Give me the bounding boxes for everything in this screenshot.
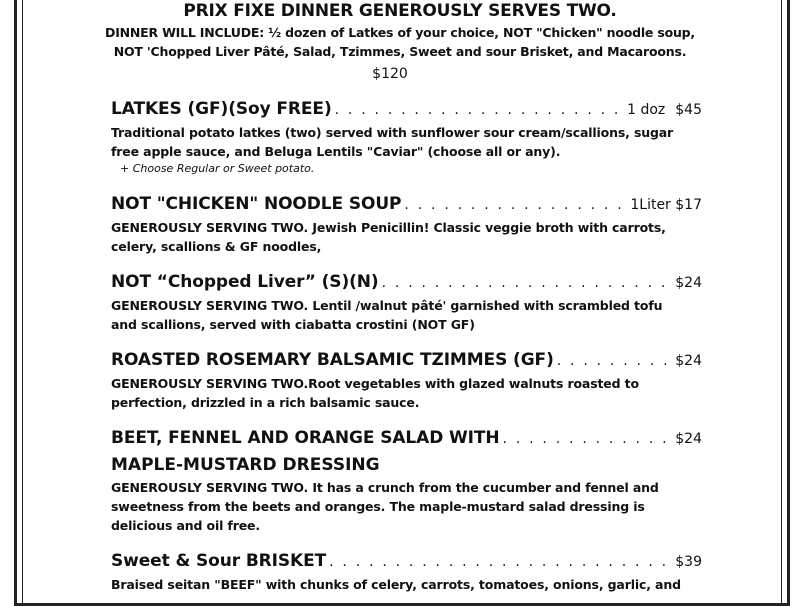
item-description-line: GENEROUSLY SERVING TWO.Root vegetables with glazed walnuts roasted to xyxy=(111,376,639,391)
item-description-line: perfection, drizzled in a rich balsamic sauce. xyxy=(111,395,420,410)
item-name: NOT "CHICKEN" NOODLE SOUP xyxy=(111,194,402,214)
prix-fixe-title: PRIX FIXE DINNER GENEROUSLY SERVES TWO. xyxy=(183,1,617,21)
item-name: ROASTED ROSEMARY BALSAMIC TZIMMES (GF) xyxy=(111,350,554,370)
item-price: $39 xyxy=(675,554,702,570)
item-description-line: GENEROUSLY SERVING TWO. It has a crunch from the cucumber and fennel and xyxy=(111,480,659,495)
dot-leader xyxy=(382,275,673,291)
dot-leader xyxy=(329,554,672,570)
menu-item-latkes xyxy=(111,99,702,177)
item-price: $24 xyxy=(675,275,702,291)
item-price: $24 xyxy=(675,431,702,447)
item-name: Sweet & Sour BRISKET xyxy=(111,551,327,571)
item-name: BEET, FENNEL AND ORANGE SALAD WITH xyxy=(111,428,500,448)
item-name: LATKES (GF)(Soy FREE) xyxy=(111,99,332,119)
item-description-line: GENEROUSLY SERVING TWO. Lentil /walnut pâté' garnished with scrambled tofu xyxy=(111,298,663,313)
dot-leader xyxy=(404,197,627,213)
item-description-line: celery, scallions & GF noodles, xyxy=(111,239,322,254)
item-name-continued: MAPLE-MUSTARD DRESSING xyxy=(111,455,380,475)
menu-item-chopped-liver xyxy=(111,272,702,334)
menu-item-noodle-soup xyxy=(111,194,702,256)
item-description-line: Braised seitan "BEEF" with chunks of celery, carrots, tomatoes, onions, garlic, and xyxy=(111,577,681,592)
menu-item-tzimmes xyxy=(111,350,702,412)
item-price: 1Liter $17 xyxy=(630,197,702,213)
item-price: $45 xyxy=(675,102,702,118)
prix-fixe-description-line: NOT 'Chopped Liver Pâté, Salad, Tzimmes, Sweet and sour Brisket, and Macaroons. xyxy=(113,44,687,59)
menu-item-brisket xyxy=(111,551,702,594)
prix-fixe-price: $120 xyxy=(372,66,408,82)
prix-fixe-description-line: DINNER WILL INCLUDE: ½ dozen of Latkes of your choice, NOT "Chicken" noodle soup, xyxy=(105,25,695,40)
dot-leader xyxy=(557,353,673,369)
item-quantity: 1 doz xyxy=(627,102,666,118)
item-note: + Choose Regular or Sweet potato. xyxy=(120,162,315,175)
dot-leader xyxy=(503,431,673,447)
item-description-line: Traditional potato latkes (two) served with sunflower sour cream/scallions, sugar xyxy=(111,125,674,140)
item-description-line: delicious and oil free. xyxy=(111,518,260,533)
menu-item-salad xyxy=(111,428,702,535)
item-price: $24 xyxy=(675,353,702,369)
item-description-line: free apple sauce, and Beluga Lentils "Caviar" (choose all or any). xyxy=(111,144,561,159)
item-description-line: sweetness from the beets and oranges. The maple-mustard salad dressing is xyxy=(111,499,645,514)
dot-leader xyxy=(335,102,624,118)
item-description-line: and scallions, served with ciabatta crostini (NOT GF) xyxy=(111,317,475,332)
item-description-line: GENEROUSLY SERVING TWO. Jewish Penicillin! Classic veggie broth with carrots, xyxy=(111,220,666,235)
item-name: NOT “Chopped Liver” (S)(N) xyxy=(111,272,379,292)
